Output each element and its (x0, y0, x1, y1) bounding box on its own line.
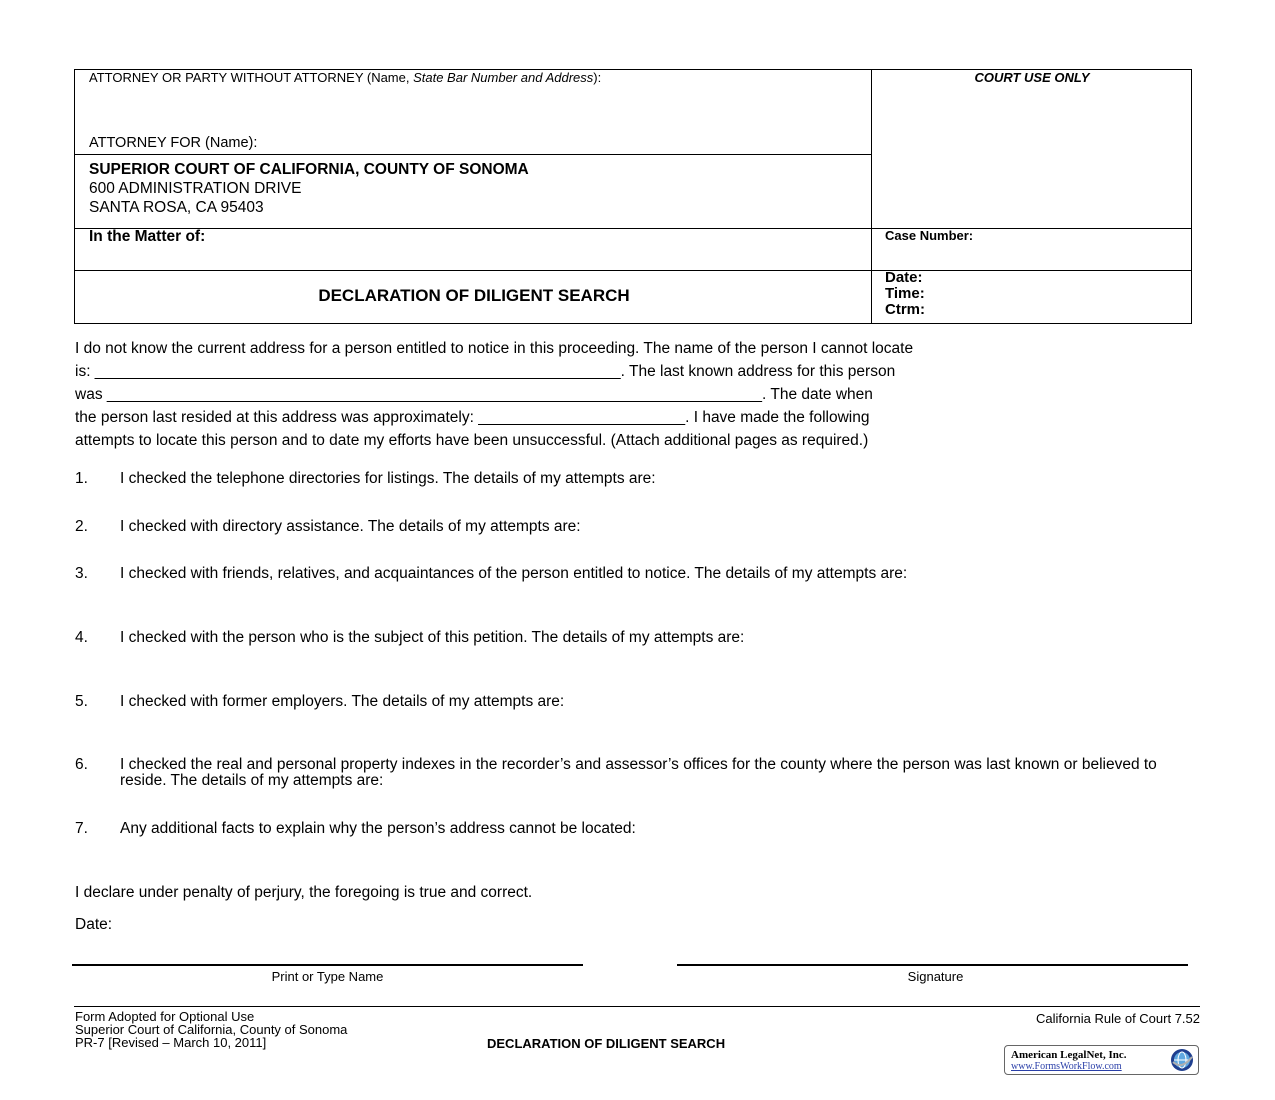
court-name: SUPERIOR COURT OF CALIFORNIA, COUNTY OF SONOMA (89, 161, 529, 178)
perjury-declaration: I declare under penalty of perjury, the foregoing is true and correct. (75, 884, 533, 901)
item-number: 6. (75, 756, 88, 773)
item-text: I checked the real and personal property indexes in the recorder’s and assessor’s offices for the county where the person was last known or believed to reside. The details of my attempts are: (120, 756, 1157, 789)
item-text: Any additional facts to explain why the person’s address cannot be located: (120, 820, 636, 837)
hearing-info (885, 270, 925, 318)
attorney-label-italic: State Bar Number and Address (413, 70, 594, 85)
caption-divider-2 (75, 228, 1191, 229)
item-text: I checked with the person who is the subject of this petition. The details of my attempts are: (120, 629, 745, 646)
footer-adopted: Form Adopted for Optional Use (75, 1009, 255, 1024)
footer-form-number: PR-7 [Revised – March 10, 2011] (75, 1035, 267, 1050)
footer-left (75, 1010, 347, 1049)
item-number: 2. (75, 518, 88, 535)
item-text: I checked the telephone directories for listings. The details of my attempts are: (120, 470, 656, 487)
badge-company: American LegalNet, Inc. (1011, 1049, 1127, 1061)
caption-divider-1 (75, 154, 871, 155)
item-text: I checked with directory assistance. The details of my attempts are: (120, 518, 581, 535)
attorney-label: ATTORNEY OR PARTY WITHOUT ATTORNEY (Name, State Bar Number and Address): (89, 70, 602, 85)
item-text: I checked with former employers. The details of my attempts are: (120, 693, 565, 710)
item-number: 4. (75, 629, 88, 646)
item-number: 3. (75, 565, 88, 582)
footer-court: Superior Court of California, County of Sonoma (75, 1022, 348, 1037)
time-label: Time: (885, 285, 925, 302)
footer-rule (74, 1006, 1200, 1007)
signature-date-label: Date: (75, 916, 113, 933)
ctrm-label: Ctrm: (885, 301, 925, 318)
signature-line[interactable] (677, 964, 1188, 966)
intro-line: the person last resided at this address was approximately: ________________________. I have made the following (75, 409, 870, 426)
court-address-line1: 600 ADMINISTRATION DRIVE (89, 180, 302, 197)
item-number: 7. (75, 820, 88, 837)
item-number: 5. (75, 693, 88, 710)
court-use-only-label: COURT USE ONLY (974, 70, 1090, 85)
signature-label: Signature (907, 969, 964, 984)
intro-line: is: _____________________________________________________________. The last known address for this person (75, 363, 896, 380)
attorney-for-label: ATTORNEY FOR (Name): (89, 135, 258, 151)
print-name-line[interactable] (72, 964, 583, 966)
caption-box (74, 69, 1192, 324)
court-address-line2: SANTA ROSA, CA 95403 (89, 199, 264, 216)
footer-form-title: DECLARATION OF DILIGENT SEARCH (487, 1036, 726, 1051)
legalnet-badge[interactable] (1004, 1045, 1199, 1075)
print-name-label: Print or Type Name (271, 969, 384, 984)
matter-label: In the Matter of: (89, 228, 206, 245)
badge-link[interactable]: www.FormsWorkFlow.com (1011, 1061, 1122, 1072)
intro-line: I do not know the current address for a person entitled to notice in this proceeding. The name of the person I cannot locate (75, 340, 914, 357)
date-label: Date: (885, 269, 923, 286)
intro-paragraph (75, 337, 1203, 452)
globe-icon (1170, 1048, 1194, 1072)
intro-line: was ____________________________________________________________________________. The date when (75, 386, 873, 403)
footer-rule-of-court: California Rule of Court 7.52 (1035, 1011, 1200, 1026)
caption-divider-3 (75, 270, 1191, 271)
intro-line: attempts to locate this person and to date my efforts have been unsuccessful. (Attach additional pages as required.) (75, 432, 869, 449)
item-number: 1. (75, 470, 88, 487)
item-text: I checked with friends, relatives, and acquaintances of the person entitled to notice. The details of my attempts are: (120, 565, 908, 582)
case-number-label: Case Number: (885, 228, 974, 243)
form-title: DECLARATION OF DILIGENT SEARCH (318, 286, 630, 305)
